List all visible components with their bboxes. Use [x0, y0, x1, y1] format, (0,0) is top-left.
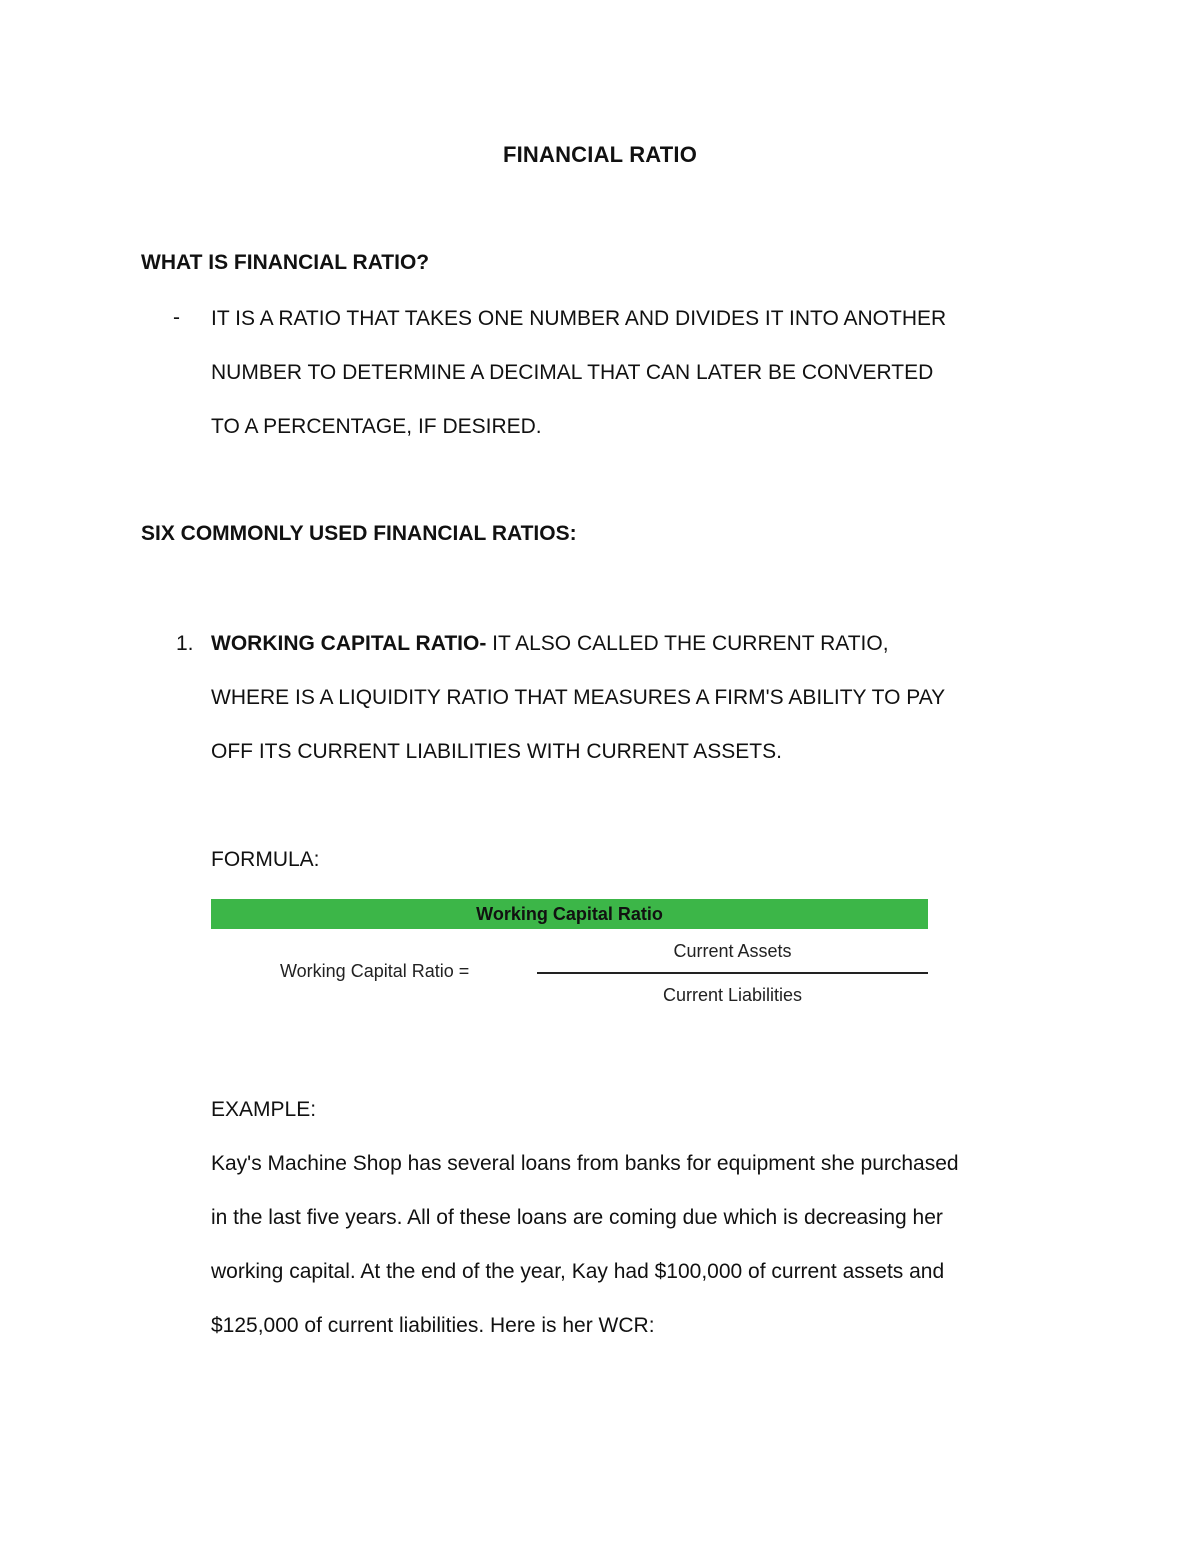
formula-lhs: Working Capital Ratio = [280, 961, 470, 981]
formula-denominator: Current Liabilities [662, 985, 803, 1005]
formula-graphic [211, 899, 928, 1011]
list-item-working-capital [211, 630, 889, 658]
definition-line-3: TO A PERCENTAGE, IF DESIRED. [211, 415, 542, 438]
formula-numerator: Current Assets [673, 941, 792, 961]
document-title: FINANCIAL RATIO [502, 142, 698, 167]
definition-line-2: NUMBER TO DETERMINE A DECIMAL THAT CAN LATER BE CONVERTED [211, 361, 934, 384]
fraction-line [537, 972, 928, 974]
example-line-1: Kay's Machine Shop has several loans from banks for equipment she purchased [211, 1152, 959, 1175]
section-heading-what-is: WHAT IS FINANCIAL RATIO? [141, 251, 430, 274]
formula-header-bar: Working Capital Ratio [211, 899, 928, 929]
example-line-2: in the last five years. All of these loans are coming due which is decreasing her [211, 1206, 943, 1229]
example-line-3: working capital. At the end of the year, Kay had $100,000 of current assets and [211, 1260, 945, 1283]
list-number: 1. [176, 632, 194, 655]
bullet-dash: - [173, 306, 180, 329]
term-description-line-1: IT ALSO CALLED THE CURRENT RATIO, [486, 632, 889, 655]
example-label: EXAMPLE: [211, 1098, 317, 1121]
term-description-line-3: OFF ITS CURRENT LIABILITIES WITH CURRENT ASSETS. [211, 740, 782, 763]
term-description-line-2: WHERE IS A LIQUIDITY RATIO THAT MEASURES A FIRM'S ABILITY TO PAY [211, 686, 946, 709]
definition-line-1: IT IS A RATIO THAT TAKES ONE NUMBER AND DIVIDES IT INTO ANOTHER [211, 307, 947, 330]
section-heading-six-ratios: SIX COMMONLY USED FINANCIAL RATIOS: [141, 522, 577, 545]
example-line-4: $125,000 of current liabilities. Here is her WCR: [211, 1314, 655, 1337]
formula-label: FORMULA: [211, 848, 320, 871]
term-working-capital: WORKING CAPITAL RATIO- [211, 632, 487, 655]
